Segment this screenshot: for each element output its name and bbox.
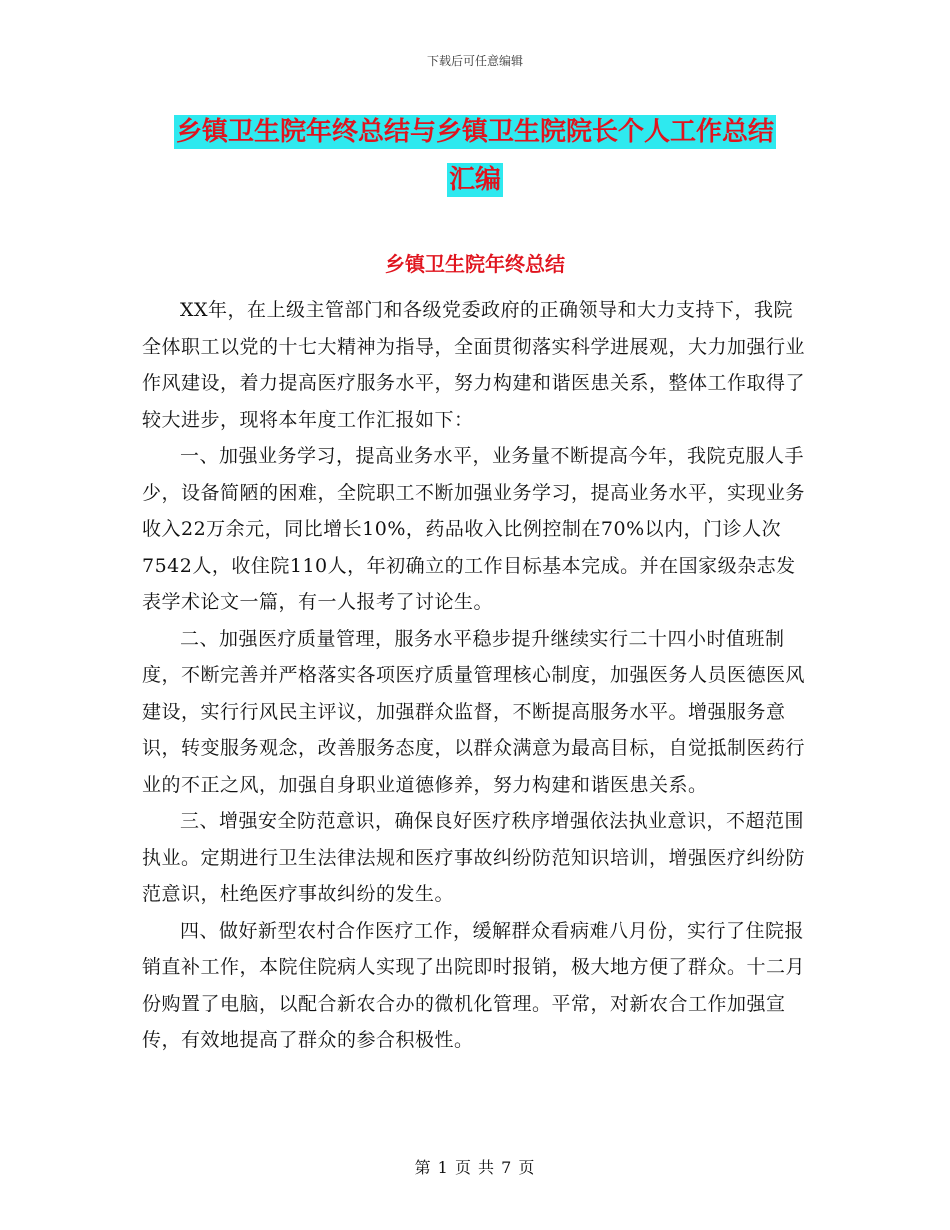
document-title-line-1: 乡镇卫生院年终总结与乡镇卫生院院长个人工作总结 [175, 117, 774, 147]
body-paragraph: 一、加强业务学习，提高业务水平，业务量不断提高今年，我院克服人手少，设备简陋的困难，全院职工不断加强业务学习，提高业务水平，实现业务收入22万余元，同比增长10%，药品收入比例控制在70%以内，门诊人次7542人，收住院110人，年初确立的工作目标基本完成。并在国家级杂志发表学术论文一篇，有一人报考了讨论生。 [142, 445, 806, 613]
page-footer-number: 第 1 页 共 7 页 [414, 1158, 536, 1177]
body-paragraph: 二、加强医疗质量管理，服务水平稳步提升继续实行二十四小时值班制度，不断完善并严格落实各项医疗质量管理核心制度，加强医务人员医德医风建设，实行行风民主评议，加强群众监督，不断提高服务水平。增强服务意识，转变服务观念，改善服务态度，以群众满意为最高目标，自觉抵制医药行业的不正之风，加强自身职业道德修养，努力构建和谐医患关系。 [142, 627, 806, 796]
page-header-note: 下载后可任意编辑 [426, 54, 523, 68]
document-title-line-2: 汇编 [448, 165, 501, 195]
document-body [142, 292, 807, 1059]
body-paragraph: XX年，在上级主管部门和各级党委政府的正确领导和大力支持下，我院全体职工以党的十七大精神为指导，全面贯彻落实科学进展观，大力加强行业作风建设，着力提高医疗服务水平，努力构建和谐医患关系，整体工作取得了较大进步，现将本年度工作汇报如下： [142, 299, 806, 431]
body-paragraph: 三、增强安全防范意识，确保良好医疗秩序增强依法执业意识，不超范围执业。定期进行卫生法律法规和医疗事故纠纷防范知识培训，增强医疗纠纷防范意识，杜绝医疗事故纠纷的发生。 [142, 810, 806, 905]
body-paragraph: 四、做好新型农村合作医疗工作，缓解群众看病难八月份，实行了住院报销直补工作，本院住院病人实现了出院即时报销，极大地方便了群众。十二月份购置了电脑，以配合新农合办的微机化管理。平常，对新农合工作加强宣传，有效地提高了群众的参合积极性。 [142, 919, 806, 1051]
section-title: 乡镇卫生院年终总结 [385, 252, 565, 276]
document-title [150, 108, 800, 204]
